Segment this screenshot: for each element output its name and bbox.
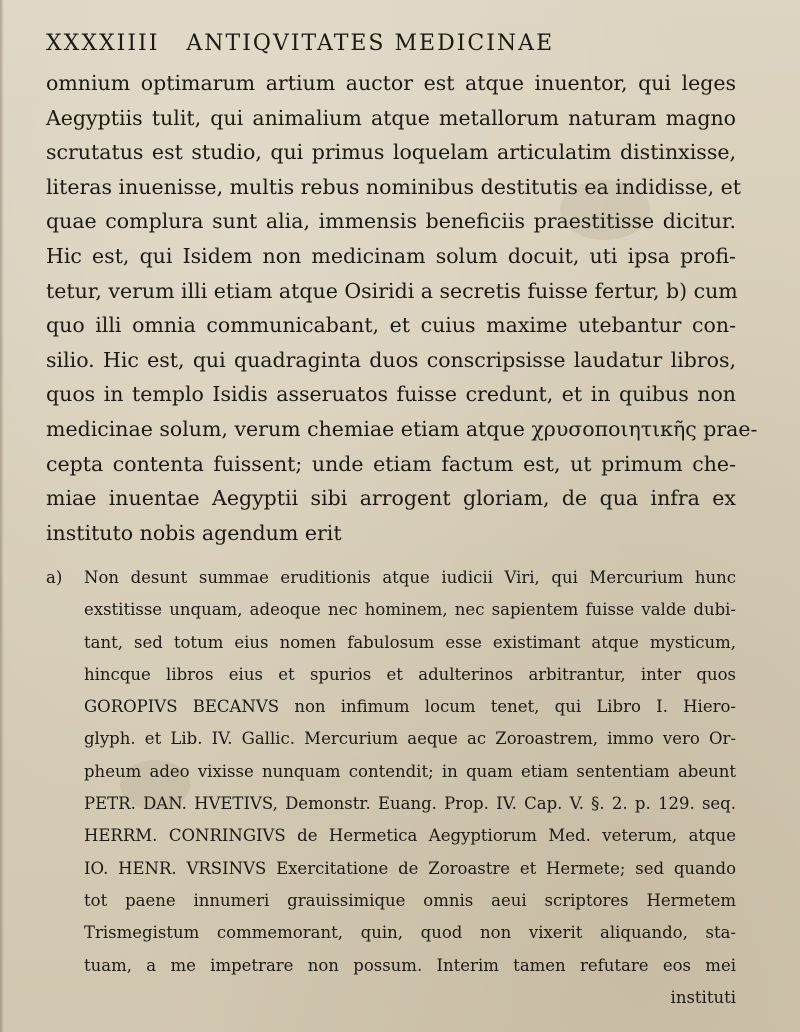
footnote-line: tant, sed totum eius nomen fabulosum esse existimant atque mysticum, [84, 632, 736, 652]
text-line: tetur, verum illi etiam atque Osiridi a secretis fuisse fertur, b) cum [46, 278, 738, 303]
footnote [46, 562, 736, 1014]
footnote-line: tot paene innumeri grauissimique omnis aeui scriptores Hermetem [84, 890, 736, 910]
footnote-line: glyph. et Lib. IV. Gallic. Mercurium aeque ac Zoroastrem, immo vero Or- [84, 729, 736, 749]
text-line: miae inuentae Aegyptii sibi arrogent gloriam, de qua infra ex [46, 486, 736, 511]
main-text [46, 66, 758, 550]
text-line: cepta contenta fuissent; unde etiam factum est, ut primum che- [46, 451, 736, 476]
footnote-line: PETR. DAN. HVETIVS, Demonstr. Euang. Prop. IV. Cap. V. §. 2. p. 129. seq. [84, 794, 736, 814]
footnote-line: GOROPIVS BECANVS non infimum locum tenet, qui Libro I. Hiero- [84, 697, 736, 717]
footnote-line [46, 562, 736, 594]
text-line: scrutatus est studio, qui primus loquelam articulatim distinxisse, [46, 140, 736, 165]
footnote-line: pheum adeo vixisse nunquam contendit; in quam etiam sententiam abeunt [84, 761, 736, 781]
text-line: omnium optimarum artium auctor est atque inuentor, qui leges [46, 71, 736, 95]
running-header [46, 31, 554, 56]
text-line: instituto nobis agendum erit [46, 520, 342, 545]
text-line: quo illi omnia communicabant, et cuius maxime utebantur con- [46, 313, 736, 338]
text-line: Hic est, qui Isidem non medicinam solum docuit, uti ipsa profi- [46, 243, 736, 268]
footnote-line: exstitisse unquam, adeoque nec hominem, nec sapientem fuisse valde dubi- [84, 600, 736, 620]
text-line: Aegyptiis tulit, qui animalium atque metallorum naturam magno [46, 105, 736, 130]
running-title: ANTIQVITATES MEDICINAE [186, 31, 555, 56]
footnote-line: IO. HENR. VRSINVS Exercitatione de Zoroastre et Hermete; sed quando [84, 858, 736, 878]
catchword: instituti [670, 987, 736, 1007]
footnote-line: hincque libros eius et spurios et adulterinos arbitrantur, inter quos [84, 664, 736, 684]
page-gutter-shadow [0, 0, 4, 1032]
page-number: XXXXIIII [46, 31, 160, 56]
footnote-line: tuam, a me impetrare non possum. Interim tamen refutare eos mei [84, 955, 736, 975]
text-line: medicinae solum, verum chemiae etiam atque χρυσοποιητικῆς prae- [46, 416, 758, 441]
footnote-line: HERRM. CONRINGIVS de Hermetica Aegyptiorum Med. veterum, atque [84, 826, 736, 846]
footnote-marker: a) [46, 568, 63, 587]
text-line: quos in templo Isidis asseruatos fuisse credunt, et in quibus non [46, 382, 736, 407]
text-line: literas inuenisse, multis rebus nominibus destitutis ea indidisse, et [46, 174, 741, 199]
footnote-line: Trismegistum commemorant, quin, quod non vixerit aliquando, sta- [84, 923, 736, 943]
text-line: silio. Hic est, qui quadraginta duos conscripsisse laudatur libros, [46, 347, 736, 372]
footnote-text: Non desunt summae eruditionis atque iudicii Viri, qui Mercurium hunc [84, 568, 736, 587]
text-line: quae complura sunt alia, immensis beneficiis praestitisse dicitur. [46, 209, 736, 234]
